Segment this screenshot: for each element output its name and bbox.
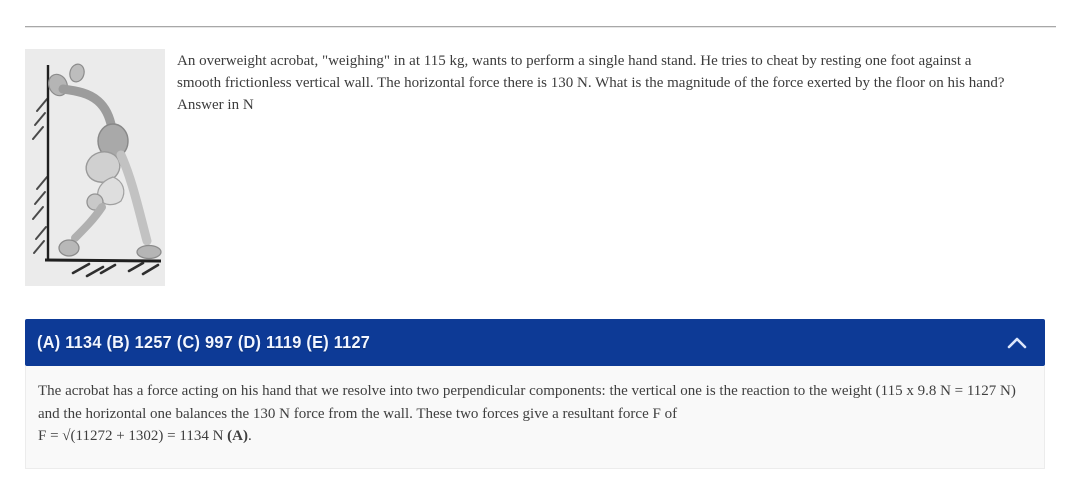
question-text (177, 49, 1005, 286)
question-line: smooth frictionless vertical wall. The horizontal force there is 130 N. What is the magnitude of the force exerted by the floor on his hand? (177, 75, 1005, 91)
acrobat-figure-image (25, 49, 165, 286)
question-figure (25, 49, 165, 286)
explanation-formula (38, 425, 1032, 448)
chevron-up-icon[interactable] (1007, 337, 1027, 349)
formula-text: F = √(11272 + 1302) = 1134 N (38, 428, 228, 444)
quiz-page (25, 26, 1045, 469)
question-line: An overweight acrobat, "weighing" in at 115 kg, wants to perform a single hand stand. He tries to cheat by resting one foot against a (177, 53, 972, 69)
explanation-line: and the horizontal one balances the 130 N force from the wall. These two forces give a resultant force F of (38, 405, 678, 422)
answer-choices-bar[interactable] (25, 319, 1045, 366)
question-line: Answer in N (177, 97, 254, 113)
explanation-line: The acrobat has a force acting on his hand that we resolve into two perpendicular components: the vertical one is the reaction to the weight (115 x 9.8 N = 1127 N) (38, 383, 1016, 399)
answer-choices-text: (A) 1134 (B) 1257 (C) 997 (D) 1119 (E) 1127 (37, 332, 371, 352)
correct-answer-label: (A) (227, 428, 248, 444)
explanation-panel (25, 366, 1045, 469)
formula-end: . (248, 428, 252, 444)
top-divider (25, 26, 1056, 28)
question-section (25, 49, 1045, 286)
